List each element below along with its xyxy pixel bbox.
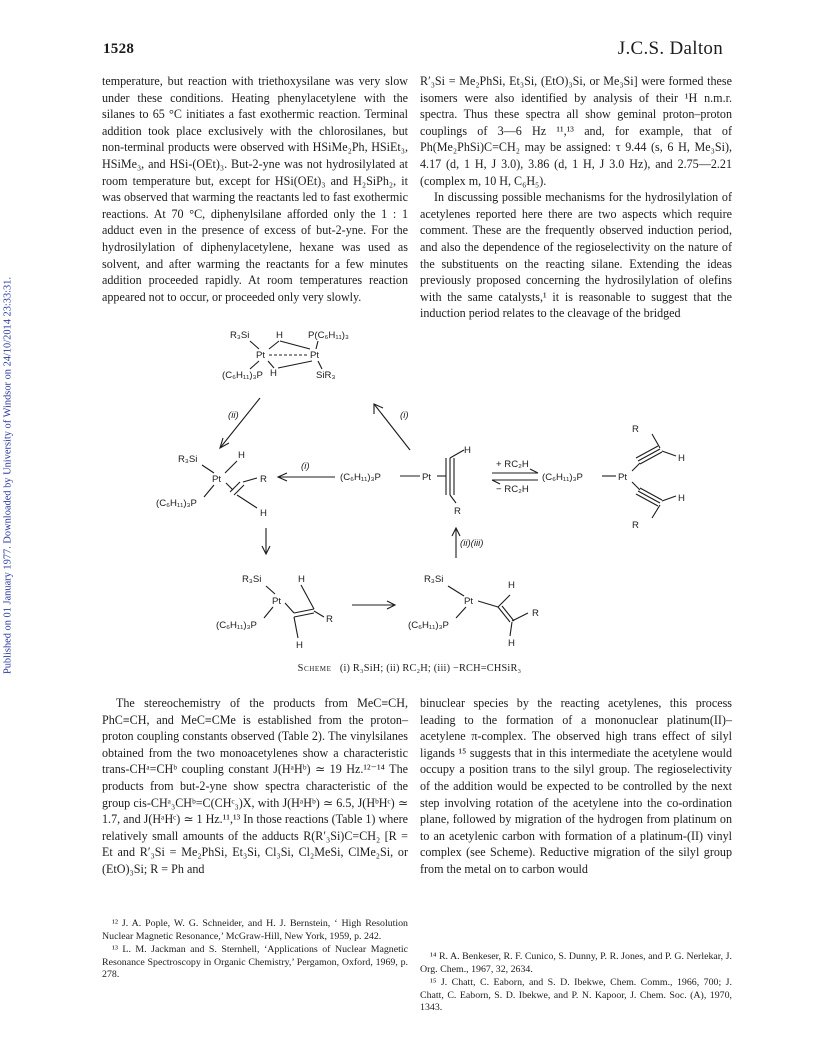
bond: [456, 607, 466, 618]
label: Pt: [256, 350, 266, 361]
bond: [510, 622, 512, 636]
caption-label: Scheme: [297, 663, 332, 674]
label: (C₆H₁₁)₃P: [216, 620, 257, 631]
reaction-scheme: [130, 320, 710, 660]
label: H: [678, 493, 685, 504]
bond: [268, 361, 274, 368]
footnote: ¹⁴ R. A. Benkeser, R. F. Cunico, S. Dunny, P. R. Jones, and P. G. Nerlekar, J. Org. Chem., 1967, 32, 2634.: [420, 951, 732, 975]
arrow-label: (i): [400, 410, 409, 421]
footnote: ¹⁵ J. Chatt, C. Eaborn, and S. D. Ibekwe, Chem. Comm., 1966, 700; J. Chatt, C. Eaborn, S. D. Ibekwe, and P. N. Kapoor, J. Chem. Soc. (A), 1970, 1343.: [420, 977, 732, 1014]
label: Pt: [310, 350, 320, 361]
bond: [294, 609, 314, 613]
vinyl-complex-left: [216, 574, 333, 651]
arrowhead: [530, 469, 538, 473]
label: R: [632, 520, 639, 531]
label: R₃Si: [178, 454, 198, 465]
label: R₃Si: [230, 330, 250, 341]
hydride-complex: [156, 450, 267, 519]
bond: [237, 495, 257, 508]
label: H: [678, 453, 685, 464]
platinum-dimer: [222, 330, 349, 381]
bond: [250, 341, 259, 349]
bond: [498, 595, 510, 607]
bond: [294, 613, 314, 617]
bond: [318, 361, 322, 369]
label: Pt: [618, 472, 628, 483]
bond: [662, 496, 676, 501]
arrow: [220, 398, 260, 448]
bond: [478, 601, 498, 607]
label: (C₆H₁₁)₃P: [408, 620, 449, 631]
caption-text: (i) R₃SiH; (ii) RC₂H; (iii) −RCH=CHSiR₃: [339, 663, 522, 674]
label: Pt: [272, 596, 282, 607]
bond: [450, 450, 464, 458]
label: H: [508, 638, 515, 649]
bond: [264, 607, 273, 618]
bond: [662, 451, 676, 456]
label: Pt: [464, 596, 474, 607]
footnote: ¹³ L. M. Jackman and S. Sternhell, ‘Applications of Nuclear Magnetic Resonance Spectroscopy in Organic Chemistry,’ Pergamon, Oxford, 1969, p. 278.: [102, 944, 408, 981]
arrow-label: (ii): [228, 410, 239, 421]
bis-acetylene-complex: [542, 424, 685, 531]
label: R: [326, 614, 333, 625]
label: H: [464, 445, 471, 456]
arrow-label: (i): [301, 461, 310, 472]
bond: [266, 586, 275, 594]
left-column-top: [102, 73, 408, 305]
right-column-bottom: [420, 695, 732, 878]
arrow-label: + RC₂H: [496, 459, 529, 470]
bond: [632, 482, 640, 490]
label: R₃Si: [424, 574, 444, 585]
bond: [652, 505, 660, 518]
bond: [225, 461, 237, 473]
download-watermark[interactable]: Published on 01 January 1977. Downloaded by University of Windsor on 24/10/2014 23:33:31.: [2, 276, 14, 675]
label: H: [276, 330, 283, 341]
bond: [202, 465, 214, 473]
label: R₃Si: [242, 574, 262, 585]
bond: [204, 485, 214, 497]
bond: [294, 617, 298, 638]
bond: [448, 586, 464, 596]
page-number: 1528: [103, 41, 135, 57]
label: R: [532, 608, 539, 619]
arrow-label: − RC₂H: [496, 484, 529, 495]
label: (C₆H₁₁)₃P: [542, 472, 583, 483]
bond: [269, 341, 279, 349]
label: (C₆H₁₁)₃P: [340, 472, 381, 483]
label: SiR₃: [316, 370, 336, 381]
bond: [301, 585, 314, 609]
arrow-label: (ii)(iii): [460, 538, 484, 549]
label: H: [508, 580, 515, 591]
footnotes-left: [102, 918, 408, 983]
label: (C₆H₁₁)₃P: [222, 370, 263, 381]
label: P(C₆H₁₁)₃: [308, 330, 349, 341]
bond: [316, 341, 318, 349]
label: (C₆H₁₁)₃P: [156, 498, 197, 509]
bond: [632, 463, 640, 471]
pi-complex: [340, 445, 471, 517]
label: Pt: [422, 472, 432, 483]
label: R: [454, 506, 461, 517]
footnote: ¹² J. A. Pople, W. G. Schneider, and H. J. Bernstein, ‘ High Resolution Nuclear Magnetic Resonance,’ McGraw-Hill, New York, 1959, p. 242.: [102, 918, 408, 942]
paragraph: In discussing possible mechanisms for the hydrosilylation of acetylenes reported here there are two aspects which require comment. These are the frequently observed induction period, and also the dependence of the regioselectivity on the nature of the substituents on the reacting silane. Extending the ideas previously proposed concerning the hydrosilylation of olefins with the same catalysts,¹ it is reasonable to suggest that the induction period relates to the cleavage of the bridged: [420, 190, 732, 321]
paragraph: temperature, but reaction with triethoxysilane was very slow under these conditions. Heating phenylacetylene with the silanes to 65 °C initiates a fast exothermic reaction. Terminal addition took place exclusively with the chlorosilanes, but non-terminal products were observed with HSiMe₂Ph, HSiEt₃, HSiMe₃, and HSi-(OEt)₃. But-2-yne was not hydrosilylated at room temperature but, except for HSi(OEt)₃ and H₂SiPh₂, it was observed that warming the reactants led to fast exothermic reactions. At 70 °C, diphenylsilane afforded only the 1 : 1 adduct even in the presence of excess of but-2-yne. For the hydrosilylation of diphenylacetylene, hexane was used as solvent, and after warming the reactants for a few minutes addition proceeded rapidly. At room temperatures reaction appeared not to occur, or proceeded only very slowly.: [102, 74, 408, 304]
footnotes-right: [420, 951, 732, 1016]
paragraph: R′₃Si = Me₂PhSi, Et₃Si, (EtO)₃Si, or Me₃Si] were formed these isomers were also identified by analysis of their ¹H n.m.r. spectra. Thus these spectra all show geminal proton–proton couplings of 3—6 Hz ¹¹,¹³ and, for example, that of Ph(Me₂PhSi)C=CH₂ may be assigned: τ 9.44 (s, 6 H, Me₃Si), 4.17 (d, 1 H, J 3.0), 3.86 (d, 1 H, J 3.0 Hz), and 2.75—2.21 (complex m, 10 H, C₆H₅).: [420, 74, 732, 188]
left-column-bottom: [102, 695, 408, 878]
bond: [450, 495, 456, 503]
label: Pt: [212, 474, 222, 485]
label: H: [298, 574, 305, 585]
label: R: [632, 424, 639, 435]
bond: [226, 483, 233, 490]
bond: [512, 613, 528, 621]
bond: [250, 361, 259, 369]
scheme-caption: [0, 663, 819, 674]
label: H: [260, 508, 267, 519]
paragraph: binuclear species by the reacting acetylenes, this process leading to the formation of a mononuclear platinum(II)–acetylene π-complex. The observed high trans effect of silyl ligands ¹⁵ suggests that in this intermediate the acetylene would occupy a position trans to the silyl group. The regioselectivity of the addition would be expected to be controlled by the next step involving rotation of the acetylene into the co-ordination plane, followed by migration of the hydrogen from platinum on to an acetylenic carbon with formation of a platinum-(II) vinyl complex (see Scheme). Reductive migration of the silyl group from the metal on to carbon would: [420, 696, 732, 876]
label: H: [270, 368, 277, 379]
bond: [280, 341, 310, 349]
bond: [278, 361, 312, 368]
bond: [285, 603, 294, 613]
label: R: [260, 474, 267, 485]
bond: [652, 434, 660, 448]
paragraph: The stereochemistry of the products from MeC≡CH, PhC≡CH, and MeC≡CMe is established from the proton–proton coupling constants observed (Table 2). The vinylsilanes obtained from the two monoacetylenes show a characteristic trans-CHᵃ=CHᵇ coupling constant J(HᵃHᵇ) ≃ 19 Hz.¹²⁻¹⁴ The products from but-2-yne show spectra characteristic of the group cis-CHᵃ₃CHᵇ=C(CHᶜ₃)X, with J(HᵃHᵇ) ≃ 6.5, J(HᵇHᶜ) ≃ 1.7, and J(HᵃHᶜ) ≃ 1 Hz.¹¹,¹³ In those reactions (Table 1) where relatively small amounts of the adducts R(R′₃Si)C=CH₂ [R = Et and R′₃Si = Me₂PhSi, Et₃Si, Cl₃Si, Cl₂MeSi, ClMe₂Si, or (EtO)₃Si; R = Ph and: [102, 696, 408, 876]
bond: [314, 611, 324, 617]
label: H: [238, 450, 245, 461]
journal-title: J.C.S. Dalton: [617, 38, 723, 59]
label: H: [296, 640, 303, 651]
vinyl-complex-right: [408, 574, 539, 649]
bond: [243, 478, 257, 482]
right-column-top: [420, 73, 732, 322]
